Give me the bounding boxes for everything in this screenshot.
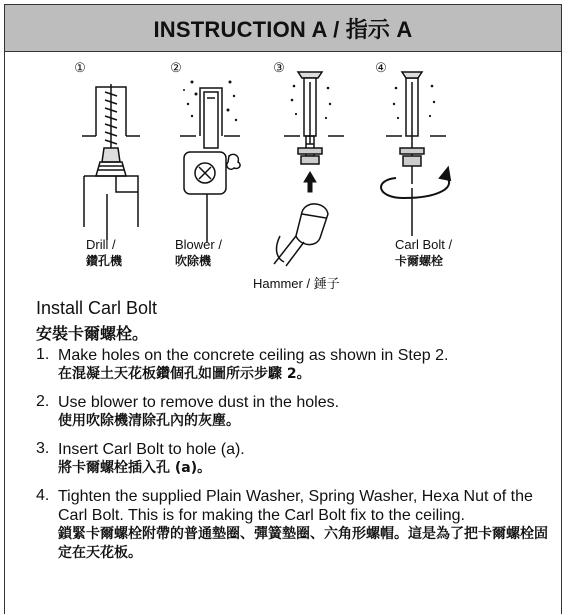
step-number: 2. [36,393,50,410]
rotation-arrow-icon [381,168,450,198]
instruction-header [4,4,562,52]
step-text-en: Tighten the supplied Plain Washer, Spring Washer, Hexa Nut of the Carl Bolt. This is for making the Carl Bolt fix to the ceiling. [58,488,533,524]
step-number-3: ③ [273,60,285,75]
section-title-zh: 安裝卡爾螺栓。 [36,324,149,343]
step-number: 1. [36,346,50,363]
step-text-en: Use blower to remove dust in the holes. [58,394,340,411]
step-text-en: Make holes on the concrete ceiling as shown in Step 2. [58,347,449,364]
installation-illustration [4,52,562,302]
step-number-1: ① [74,60,86,75]
instruction-title: INSTRUCTION A / 指示 A [153,16,413,42]
drill-icon [82,84,140,240]
blower-label-en: Blower / [175,237,222,252]
section-heading [36,298,157,344]
instruction-step [36,346,551,384]
step-text-zh: 在混凝土天花板鑽個孔如圖所示步驟 2。 [58,366,311,382]
step-number: 4. [36,487,50,504]
instruction-step [36,393,551,431]
step-text-zh: 將卡爾螺栓插入孔 (a)。 [58,460,212,476]
carl-bolt-label-en: Carl Bolt / [395,237,453,252]
step-text-en: Insert Carl Bolt to hole (a). [58,441,245,458]
hammer-label: Hammer / 錘子 [253,276,340,291]
step-text-zh: 使用吹除機清除孔內的灰塵。 [58,413,240,429]
step-number-4: ④ [375,60,387,75]
step-text-zh: 鎖緊卡爾螺栓附帶的普通墊圈、彈簧墊圈、六角形螺帽。這是為了把卡爾螺栓固定在天花板。 [58,526,548,561]
carl-bolt-label-zh: 卡爾螺栓 [395,254,444,268]
section-title-en: Install Carl Bolt [36,298,158,318]
blower-label-zh: 吹除機 [175,254,212,268]
instruction-steps [36,346,551,572]
step-number-2: ② [170,60,182,75]
drill-label-zh: 鑽孔機 [86,254,123,268]
blower-icon [180,88,240,242]
step-number: 3. [36,440,50,457]
carl-bolt-tightened-icon [386,72,446,236]
instruction-step [36,487,551,563]
drill-label-en: Drill / [86,237,116,252]
instruction-step [36,440,551,478]
up-arrow-icon [304,172,316,192]
hammer-icon [274,204,328,266]
